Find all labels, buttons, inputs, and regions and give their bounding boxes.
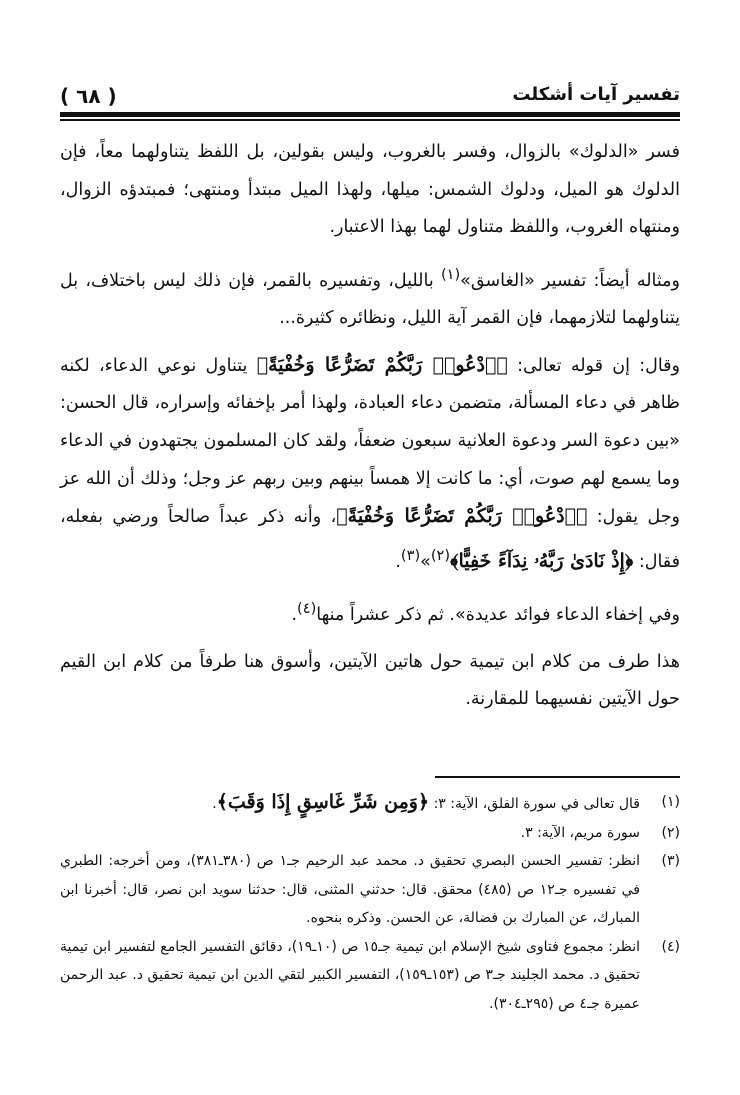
text-run: فسر «الدلوك» بالزوال، وفسر بالغروب، وليس بقولين، بل اللفظ يتناولهما معاً، فإن الدلوك هو الميل، ودلوك الشمس: ميلها، ولهذا الميل مبتدأ ومنتهى؛ فمبتدؤه الزوال، ومنتهاه الغروب، واللفظ متناول لهما بهذا الاعتبار. bbox=[60, 142, 680, 238]
text-run: . bbox=[212, 796, 217, 812]
text-run: ، وأنه ذكر عبداً صالحاً ورضي بفعله، فقال: bbox=[60, 507, 680, 572]
text-run: بالليل، وتفسيره بالقمر، فإن ذلك ليس باختلاف، بل يتناولهما لتلازمهما، فإن القمر آية الليل، ونظائره كثيرة... bbox=[60, 270, 680, 329]
paragraph-1 bbox=[60, 134, 680, 247]
footnote-number: (٤) bbox=[661, 938, 680, 955]
paragraph-4 bbox=[60, 590, 680, 634]
footnote-reference: (٣) bbox=[400, 546, 421, 564]
text-run: سورة مريم، الآية: ٣. bbox=[520, 824, 640, 841]
page-header bbox=[60, 78, 680, 112]
paragraph-3 bbox=[60, 347, 680, 581]
footnote-number: (٢) bbox=[661, 824, 680, 841]
footnote-3 bbox=[60, 847, 680, 933]
quran-verse: ﴿إِذْ نَادَىٰ رَبَّهُۥ نِدَآءً خَفِيًّا﴾ bbox=[450, 549, 634, 572]
text-run: انظر: تفسير الحسن البصري تحقيق د. محمد عبد الرحيم جـ١ ص (٣٨٠ـ٣٨١)، ومن أخرجه: الطبري في تفسيره جـ١٢ ص (٤٨٥) محقق. قال: حدثني المثنى، قال: حدثنا سويد ابن نصر، قال: أخبرنا ابن المبارك، عن المبارك بن فضالة، عن الحسن. وذكره بنحوه. bbox=[60, 853, 640, 926]
text-run: وقال: إن قوله تعالى: bbox=[507, 355, 680, 376]
footnotes bbox=[60, 788, 680, 1018]
footnote-text bbox=[60, 847, 640, 933]
footnote-text bbox=[60, 819, 640, 848]
footnote-4 bbox=[60, 933, 680, 1019]
paragraph-2 bbox=[60, 256, 680, 338]
running-title: تفسير آيات أشكلت bbox=[512, 84, 680, 105]
text-run: هذا طرف من كلام ابن تيمية حول هاتين الآيتين، وأسوق هنا طرفاً من كلام ابن القيم حول الآيتين نفسيهما للمقارنة. bbox=[60, 651, 680, 710]
text-run: . bbox=[291, 605, 298, 626]
text-run: ومثاله أيضاً: تفسير «الغاسق» bbox=[460, 270, 680, 291]
header-rule-thick bbox=[60, 112, 680, 117]
text-run: يتناول نوعي الدعاء، لكنه ظاهر في دعاء المسألة، متضمن دعاء العبادة، ولهذا أمر بإخفائه وإسراره، قال الحسن: «بين دعوة السر ودعوة العلانية سبعون ضعفاً، ولقد كان المسلمون يجتهدون في الدعاء وما يسمع لهم صوت، أي: ما كانت إلا همساً بينهم وبين ربهم عز وجل؛ وذلك أن الله عز وجل يقول: bbox=[60, 355, 680, 528]
quran-verse: ﴿ٱدْعُوا۟ رَبَّكُمْ تَضَرُّعًا وَخُفْيَةً﴾ bbox=[256, 353, 508, 376]
quran-verse: ﴿وَمِن شَرِّ غَاسِقٍ إِذَا وَقَبَ﴾ bbox=[216, 791, 430, 813]
footnote-1 bbox=[60, 788, 680, 819]
footnote-reference: (٤) bbox=[297, 600, 317, 618]
page-number: ( ٦٨ ) bbox=[60, 84, 117, 108]
footnote-reference: (٢) bbox=[430, 546, 451, 564]
footnote-2 bbox=[60, 819, 680, 848]
footnote-text bbox=[60, 788, 640, 819]
footnote-number: (٣) bbox=[661, 853, 680, 869]
book-page bbox=[60, 78, 680, 1012]
paragraph-5 bbox=[60, 644, 680, 719]
footnote-reference: (١) bbox=[440, 265, 461, 283]
body-text bbox=[60, 134, 680, 719]
text-run: انظر: مجموع فتاوى شيخ الإسلام ابن تيمية جـ١٥ ص (١٠ـ١٩)، دقائق التفسير الجامع لتفسير ابن تيمية تحقيق د. محمد الجليند جـ٣ ص (١٥٣ـ١٥٩)، التفسير الكبير لتقي الدين ابن تيمية تحقيق د. عبد الرحمن عميرة جـ٤ ص (٢٩٥ـ٣٠٤). bbox=[60, 938, 641, 1012]
text-run: . bbox=[395, 551, 401, 572]
footnote-separator bbox=[435, 776, 680, 778]
text-run: قال تعالى في سورة الفلق، الآية: ٣: bbox=[429, 796, 640, 812]
footnote-text bbox=[60, 933, 640, 1019]
header-rule-thin bbox=[60, 119, 680, 121]
quran-verse: ﴿ٱدْعُوا۟ رَبَّكُمْ تَضَرُّعًا وَخُفْيَةً﴾ bbox=[336, 505, 588, 528]
text-run: » bbox=[420, 551, 431, 572]
text-run: وفي إخفاء الدعاء فوائد عديدة». ثم ذكر عشراً منها bbox=[316, 605, 680, 626]
footnote-number: (١) bbox=[661, 794, 680, 810]
